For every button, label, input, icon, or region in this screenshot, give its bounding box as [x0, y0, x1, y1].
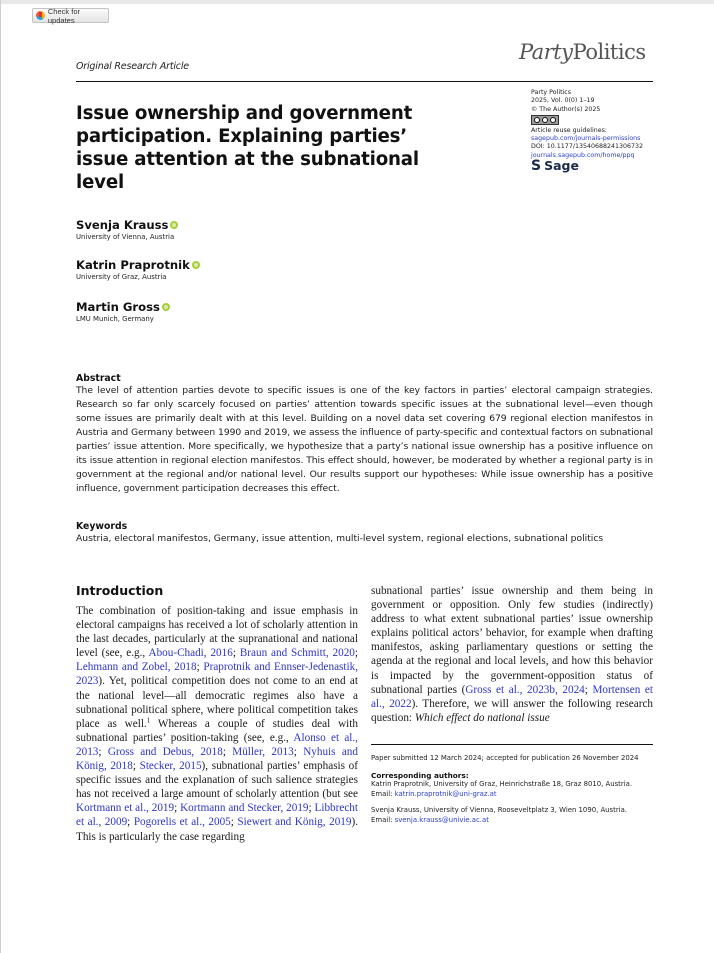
body-text: ;	[196, 661, 204, 674]
body-text: ). Therefore, we will answer the following research question:	[371, 697, 654, 724]
orcid-icon[interactable]	[170, 221, 178, 229]
journal-link[interactable]: journals.sagepub.com/home/ppq	[531, 151, 635, 159]
corresponding-address-1: Katrin Praprotnik, University of Graz, Heinrichstraße 18, Graz 8010, Austria.	[371, 780, 633, 789]
journal-logo-part1: Party	[519, 40, 573, 64]
author-name: Martin Gross	[76, 300, 160, 314]
citation-link[interactable]: Kortmann and Stecker, 2019	[180, 802, 309, 815]
orcid-icon[interactable]	[192, 261, 200, 269]
citation-link[interactable]: Libbrecht et al., 2009	[76, 802, 358, 829]
check-for-updates-button[interactable]	[32, 8, 109, 23]
body-text: ;	[354, 647, 359, 660]
abstract-section	[76, 373, 653, 496]
orcid-icon[interactable]	[162, 303, 170, 311]
doi[interactable]: DOI: 10.1177/13540688241306732	[531, 143, 644, 151]
corresponding-heading: Corresponding authors:	[371, 770, 469, 780]
citation-link[interactable]: Siewert and König, 2019	[237, 816, 352, 829]
body-text: subnational parties’ issue ownership and them being in government or opposition. Only few studies (indirectly) address to what extent subnational parties’ issue ownership explains political actors’ behavior, for example when drafting manifestos, asking parliamentary questions or setting the agenda at the regional and local levels, and how this behavior is impacted by the government-opposition status of subnational parties (	[371, 585, 653, 696]
body-column-left	[76, 604, 358, 844]
journal-name: Party Politics	[531, 89, 572, 96]
author-affiliation: University of Graz, Austria	[76, 273, 167, 281]
citation-link[interactable]: Alonso et al., 2013	[76, 731, 358, 758]
email-label: Email:	[371, 815, 395, 824]
submission-dates: Paper submitted 12 March 2024; accepted for publication 26 November 2024	[371, 754, 639, 762]
body-text: ;	[132, 760, 140, 773]
copyright: © The Author(s) 2025	[531, 105, 601, 113]
body-text: ). This is particularly the case regarding	[76, 816, 359, 843]
author-2	[76, 258, 200, 281]
publisher-name: Sage	[544, 158, 579, 174]
email-link-1[interactable]: katrin.praprotnik@uni-graz.at	[394, 789, 497, 798]
email-link-2[interactable]: svenja.krauss@univie.ac.at	[394, 815, 489, 824]
crossmark-icon	[36, 11, 45, 20]
body-text: ;	[232, 647, 240, 660]
body-text: ;	[308, 802, 315, 815]
journal-logo	[519, 40, 646, 64]
body-text: The combination of position-taking and issue emphasis in electoral campaigns has received a lot of scholarly attention in the last decades, particularly at the supranational and national level (see, e.g.,	[76, 605, 358, 660]
abstract-heading: Abstract	[76, 373, 121, 384]
citation-link[interactable]: Abou-Chadi, 2016	[148, 647, 233, 660]
author-affiliation: LMU Munich, Germany	[76, 315, 154, 323]
volume-info: 2025, Vol. 0(0) 1–19	[531, 97, 595, 105]
body-text: ). Yet, political competition does not come to an end at the national level—all democratic regimes also have a subnational political sphere, where political competition takes place as well.	[76, 675, 358, 730]
author-affiliation: University of Vienna, Austria	[76, 233, 175, 241]
body-column-right	[371, 584, 653, 725]
author-1	[76, 218, 178, 241]
citation-link[interactable]: Gross and Debus, 2018	[107, 745, 223, 758]
citation-link[interactable]: Müller, 2013	[232, 745, 294, 758]
citation-link[interactable]: Pogorelis et al., 2005	[133, 816, 231, 829]
body-text: ;	[222, 745, 233, 758]
author-name: Svenja Krauss	[76, 218, 169, 232]
article-title: Issue ownership and government participation. Explaining parties’ issue attention at the subnational level	[76, 103, 419, 193]
keywords-text: Austria, electoral manifestos, Germany, issue attention, multi-level system, regional elections, subnational politics	[76, 533, 604, 544]
citation-link[interactable]: Gross et al., 2023b, 2024	[465, 683, 585, 696]
citation-link[interactable]: Praprotnik and Ennser-Jedenastik, 2023	[76, 661, 359, 688]
footnote-marker[interactable]: 1	[146, 716, 151, 725]
citation-link[interactable]: Braun and Schmitt, 2020	[239, 647, 355, 660]
body-text: ;	[584, 683, 593, 696]
article-metadata	[531, 89, 644, 175]
body-text: ;	[98, 745, 108, 758]
citation-link[interactable]: Nyhuis and König, 2018	[76, 745, 358, 773]
footnote-rule	[371, 744, 653, 745]
author-3	[76, 300, 170, 323]
check-for-updates-label: Check for updates	[47, 6, 80, 25]
email-label: Email:	[371, 789, 395, 798]
viewer-top-border	[1, 0, 714, 4]
header-rule	[76, 81, 653, 82]
introduction-heading: Introduction	[76, 583, 164, 598]
permissions-link[interactable]: sagepub.com/journals-permissions	[531, 135, 641, 143]
citation-link[interactable]: Lehmann and Zobel, 2018	[76, 661, 197, 674]
article-type: Original Research Article	[76, 61, 189, 72]
publisher-logo	[531, 158, 643, 175]
body-text: ;	[293, 745, 304, 758]
body-text: ), subnational parties’ emphasis of specific issues and the explanation of such salience strategies has not received a large amount of scholarly attention (but see	[76, 760, 358, 801]
citation-link[interactable]: Mortensen et al., 2022	[371, 683, 654, 710]
reuse-label: Article reuse guidelines:	[531, 126, 608, 134]
citation-link[interactable]: Kortmann et al., 2019	[76, 802, 175, 815]
footnote-area	[371, 754, 661, 826]
abstract-text: The level of attention parties devote to specific issues is one of the key factors in parties’ electoral campaign strategies. Research so far only scarcely focused on parties’ attention towards specific issues at the subnational level—even though some issues are primarily dealt with at this level. Building on a novel data set covering 679 regional election manifestos in Austria and Germany between 1990 and 2019, we assess the influence of party-specific and contextual factors on subnational parties’ issue attention. More specifically, we hypothesize that a party’s national issue ownership has a positive influence on its issue attention in regional election manifestos. This effect should, however, be moderated by whether a regional party is in government at the regional and/or national level. Our results support our hypotheses: While issue ownership has a positive influence, government participation decreases this effect.	[76, 385, 653, 494]
body-text: ;	[174, 802, 181, 815]
keywords-section	[76, 521, 676, 545]
citation-link[interactable]: Stecker, 2015	[139, 760, 202, 773]
sage-s-icon: S	[531, 158, 542, 175]
body-text: ;	[230, 816, 238, 829]
author-name: Katrin Praprotnik	[76, 258, 190, 272]
research-question: Which effect do national issue	[414, 711, 550, 724]
body-text: ;	[127, 816, 134, 829]
keywords-heading: Keywords	[76, 521, 128, 532]
cc-by-nc-icon[interactable]	[531, 115, 559, 125]
journal-logo-part2: Politics	[572, 40, 646, 64]
corresponding-address-2: Svenja Krauss, University of Vienna, Rooseveltplatz 3, Wien 1090, Austria.	[371, 806, 628, 815]
body-text: Whereas a couple of studies deal with subnational parties’ position-taking (see, e.g.,	[76, 717, 358, 744]
